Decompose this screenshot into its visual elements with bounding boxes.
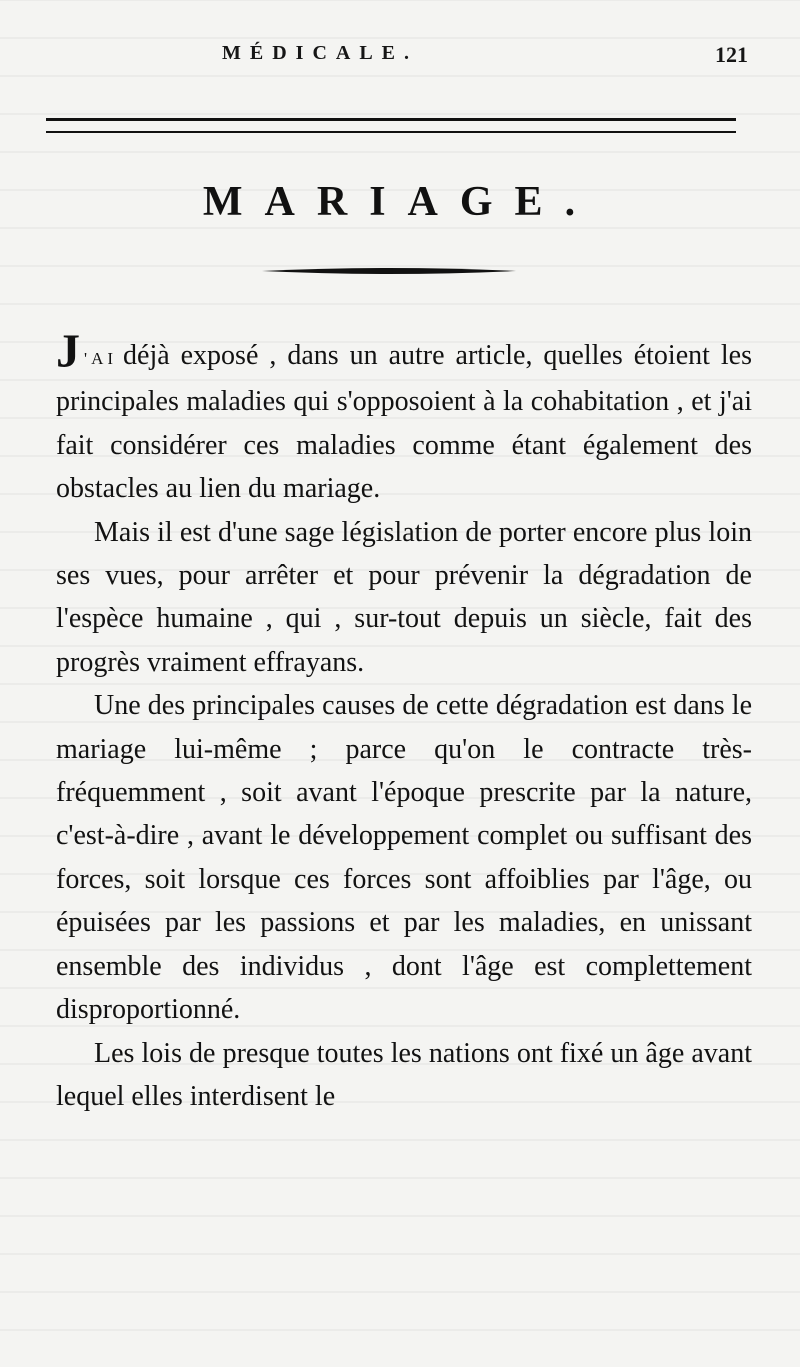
running-head: MÉDICALE. xyxy=(222,42,419,64)
paragraph-2: Mais il est d'une sage législation de porter encore plus loin ses vues, pour arrêter et pour prévenir la dégradation de l'espèce humaine , qui , sur-tout depuis un siècle, fait des progrès vraiment effrayans. xyxy=(56,516,752,678)
paragraph-3: Une des principales causes de cette dégradation est dans le mariage lui-même ; parce qu'on le contracte très-fréquemment , soit avant l'époque prescrite par la nature, c'est-à-dire , avant le développement complet ou suffisant des forces, soit lorsque ces forces sont affoiblies par l'âge, ou épuisées par les passions et par les maladies, en unissant ensemble des individus , dont l'âge est complettement disproportionné. xyxy=(56,690,752,1026)
opening-small-caps: 'AI xyxy=(84,349,118,368)
paragraph-1 xyxy=(56,325,752,511)
drop-cap-letter: J xyxy=(56,325,80,378)
paragraph-1-text: déjà exposé , dans un autre article, quelles étoient les principales maladies qui s'opposoient à la cohabitation , et j'ai fait considérer ces maladies comme étant également des obstacles au lien du mariage. xyxy=(56,340,752,505)
header-double-rule xyxy=(46,118,736,133)
paragraph-4: Les lois de presque toutes les nations ont fixé un âge avant lequel elles interdisent le xyxy=(56,1037,752,1112)
article-body xyxy=(56,325,752,1118)
article-title: MARIAGE. xyxy=(202,179,598,225)
title-ornament-rule xyxy=(262,265,516,277)
page-header xyxy=(52,42,760,78)
page-number: 121 xyxy=(715,42,748,67)
